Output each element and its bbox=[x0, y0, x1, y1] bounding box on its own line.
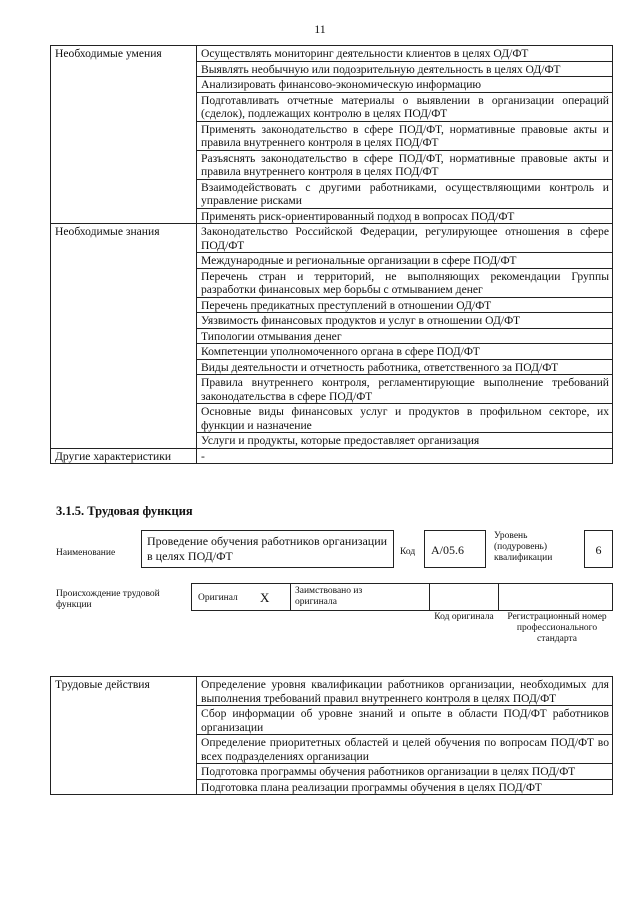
level-box bbox=[584, 530, 613, 568]
row-label: Необходимые умения bbox=[51, 46, 197, 224]
table-cell: Услуги и продукты, которые предоставляет организация bbox=[197, 433, 613, 449]
function-name-box bbox=[141, 530, 394, 568]
table-row bbox=[51, 448, 613, 464]
code-value: A/05.6 bbox=[431, 543, 464, 557]
code-label: Код bbox=[400, 547, 416, 557]
table-cell: Разъяснять законодательство в сфере ПОД/ФТ, нормативные правовые акты и правила внутреннего контроля в целях ПОД/ФТ bbox=[197, 150, 613, 179]
row-label: Трудовые действия bbox=[51, 677, 197, 795]
borrowed-box bbox=[290, 583, 430, 611]
original-box bbox=[191, 583, 291, 611]
table-cell: - bbox=[197, 448, 613, 464]
original-label: Оригинал bbox=[198, 593, 238, 603]
function-name-value: Проведение обучения работников организации в целях ПОД/ФТ bbox=[147, 534, 388, 563]
table-row bbox=[51, 46, 613, 62]
code-original-box bbox=[429, 583, 499, 611]
reg-number-box bbox=[498, 583, 613, 611]
page-number: 11 bbox=[314, 22, 326, 36]
section-title: 3.1.5. Трудовая функция bbox=[56, 504, 193, 518]
borrowed-label: Заимствовано из оригинала bbox=[295, 586, 363, 607]
table-cell: Основные виды финансовых услуг и продуктов в профильном секторе, их функции и назначение bbox=[197, 404, 613, 433]
labor-actions-table bbox=[50, 676, 613, 795]
reg-number-caption: Регистрационный номер профессионального стандарта bbox=[507, 612, 607, 644]
table-cell: Перечень стран и территорий, не выполняющих рекомендации Группы разработки финансовых мер борьбы с отмыванием денег bbox=[197, 268, 613, 297]
code-original-caption: Код оригинала bbox=[434, 612, 494, 622]
origin-label: Происхождение трудовой функции bbox=[56, 589, 160, 610]
table-cell: Определение уровня квалификации работников организации, необходимых для выполнения требований правил внутреннего контроля в целях ПОД/ФТ bbox=[197, 677, 613, 706]
code-box bbox=[424, 530, 486, 568]
row-label: Необходимые знания bbox=[51, 224, 197, 449]
level-value: 6 bbox=[595, 543, 602, 557]
table-cell: Законодательство Российской Федерации, регулирующее отношения в сфере ПОД/ФТ bbox=[197, 224, 613, 253]
original-mark: X bbox=[260, 590, 270, 605]
table-cell: Типологии отмывания денег bbox=[197, 328, 613, 344]
table-row bbox=[51, 224, 613, 253]
table-cell: Правила внутреннего контроля, регламентирующие выполнение требований законодательства в сфере ПОД/ФТ bbox=[197, 375, 613, 404]
level-label: Уровень (подуровень) квалификации bbox=[494, 531, 553, 563]
table-cell: Осуществлять мониторинг деятельности клиентов в целях ОД/ФТ bbox=[197, 46, 613, 62]
table-cell: Международные и региональные организации в сфере ПОД/ФТ bbox=[197, 253, 613, 269]
table-cell: Виды деятельности и отчетность работника, ответственного за ПОД/ФТ bbox=[197, 359, 613, 375]
table-cell: Анализировать финансово-экономическую информацию bbox=[197, 77, 613, 93]
table-cell: Применять риск-ориентированный подход в вопросах ПОД/ФТ bbox=[197, 208, 613, 224]
table-cell: Компетенции уполномоченного органа в сфере ПОД/ФТ bbox=[197, 344, 613, 360]
table-cell: Применять законодательство в сфере ПОД/ФТ, нормативные правовые акты и правила внутреннего контроля в целях ПОД/ФТ bbox=[197, 121, 613, 150]
table-row bbox=[51, 677, 613, 706]
table-cell: Определение приоритетных областей и целей обучения по вопросам ПОД/ФТ во всех подразделениях организации bbox=[197, 735, 613, 764]
name-label: Наименование bbox=[56, 548, 116, 558]
table-cell: Подготавливать отчетные материалы о выявлении в организации операций (сделок), подлежащих контролю в целях ПОД/ФТ bbox=[197, 92, 613, 121]
table-cell: Сбор информации об уровне знаний и опыте в области ПОД/ФТ работников организации bbox=[197, 706, 613, 735]
table-cell: Взаимодействовать с другими работниками, осуществляющими контроль и управление рисками bbox=[197, 179, 613, 208]
skills-knowledge-table bbox=[50, 45, 613, 464]
table-cell: Выявлять необычную или подозрительную деятельность в целях ОД/ФТ bbox=[197, 61, 613, 77]
table-cell: Уязвимость финансовых продуктов и услуг в отношении ОД/ФТ bbox=[197, 313, 613, 329]
row-label: Другие характеристики bbox=[51, 448, 197, 464]
table-cell: Подготовка программы обучения работников организации в целях ПОД/ФТ bbox=[197, 764, 613, 780]
table-cell: Подготовка плана реализации программы обучения в целях ПОД/ФТ bbox=[197, 779, 613, 795]
table-cell: Перечень предикатных преступлений в отношении ОД/ФТ bbox=[197, 297, 613, 313]
